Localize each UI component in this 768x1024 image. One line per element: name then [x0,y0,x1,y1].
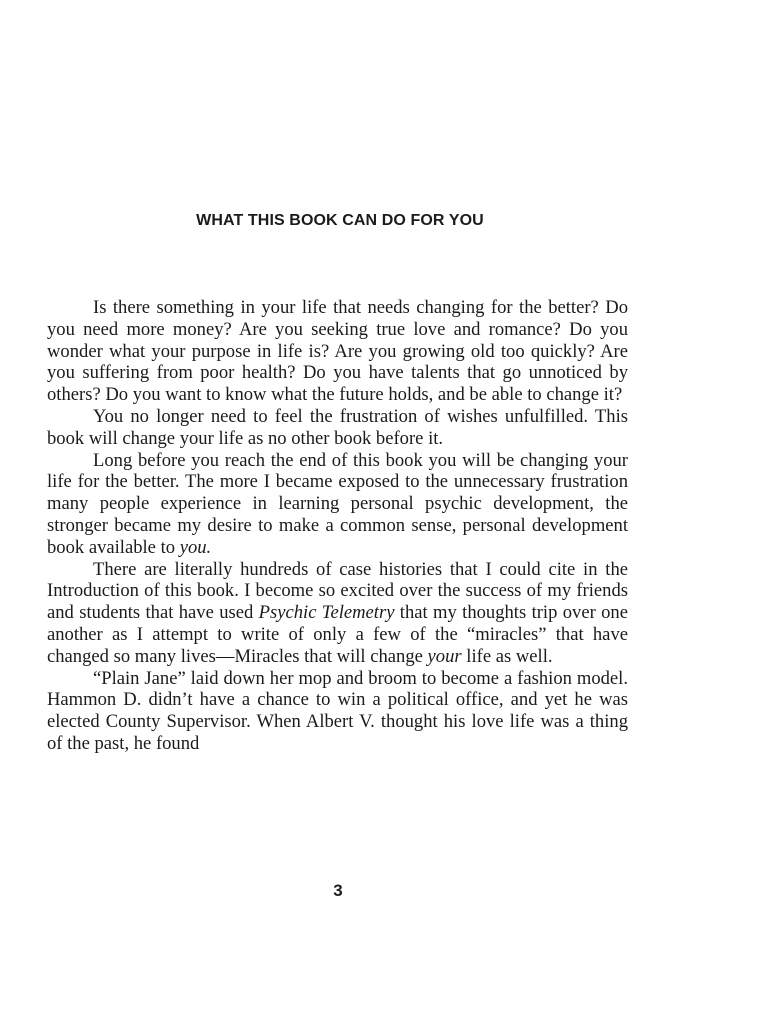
body-text [47,297,628,755]
paragraph-3 [47,450,628,559]
paragraph-4-tail: life as well. [461,645,553,667]
paragraph-4-middle: that my thoughts trip over one another as I attempt to write of only a few of the “miracles” that have changed so many lives—Miracles that will change [47,602,628,667]
page-number: 3 [333,881,343,900]
paragraph-1: Is there something in your life that needs changing for the better? Do you need more money? Are you seeking true love and romance? Do you wonder what your purpose in life is? Are you growing old too quickly? Are you suffering from poor health? Do you have talents that go unnoticed by others? Do you want to know what the future holds, and be able to change it? [47,297,628,406]
paragraph-3-emphasis: you. [179,536,212,558]
paragraph-4 [47,559,628,668]
paragraph-4-emphasis-2: your [427,645,462,667]
paragraph-4-emphasis: Psychic Telemetry [258,602,395,624]
paragraph-3-text: Long before you reach the end of this book you will be changing your life for the better. The more I became exposed to the unnecessary frustration many people experience in learning personal psychic development, the stronger became my desire to make a common sense, personal development book available to [47,449,628,558]
chapter-title: WHAT THIS BOOK CAN DO FOR YOU [196,212,484,229]
paragraph-4-text: There are literally hundreds of case histories that I could cite in the Introduction of this book. I become so excited over the success of my friends and students that have used [47,558,628,624]
paragraph-2: You no longer need to feel the frustration of wishes unfulfilled. This book will change your life as no other book before it. [47,405,628,449]
paragraph-5: “Plain Jane” laid down her mop and broom to become a fashion model. Hammon D. didn’t have a chance to win a political office, and yet he was elected County Supervisor. When Albert V. thought his love life was a thing of the past, he found [47,667,628,754]
